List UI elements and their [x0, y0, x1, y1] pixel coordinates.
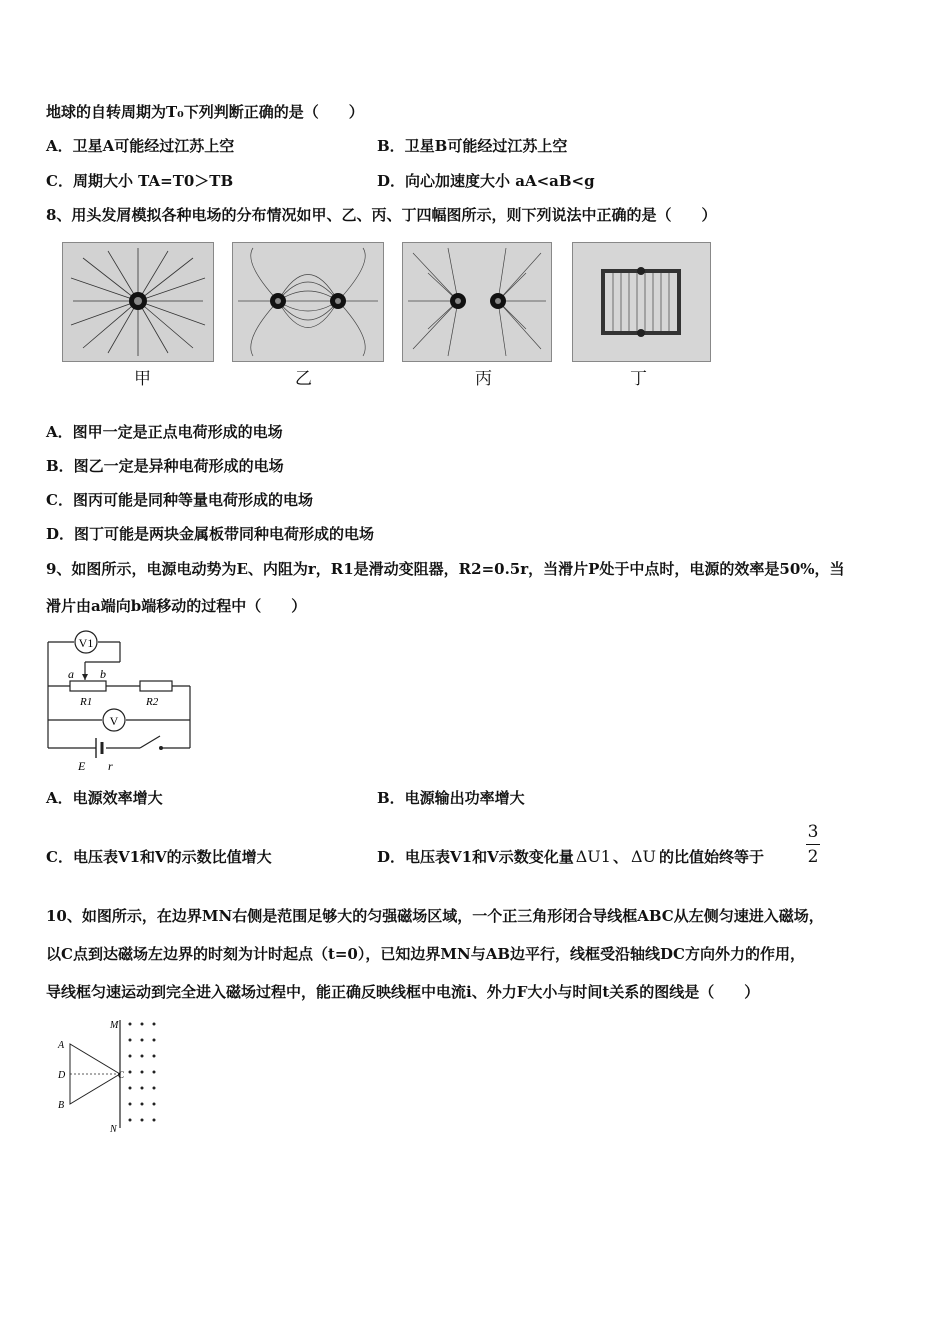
q9-stem-line2: 滑片由a端向b端移动的过程中（ ） [46, 597, 307, 615]
q7-option-d: D．向心加速度大小 aA<aB<g [377, 172, 595, 190]
figure-label-a: A [58, 1040, 65, 1051]
circuit-label-a: a [68, 667, 74, 681]
q10-stem-line2: 以C点到达磁场左边界的时刻为计时起点（t=0），已知边界MN与AB边平行，线框受沿轴线DC方向外力的作用， [46, 945, 805, 963]
q9-stem-line1: 9、如图所示，电源电动势为E、内阻为r，R1是滑动变阻器，R2=0.5r，当滑片P处于中点时，电源的效率是50%，当 [46, 560, 845, 578]
figure-label-b: B [58, 1100, 65, 1111]
fraction-numerator: 3 [807, 822, 819, 842]
circuit-label-v1: V1 [78, 636, 94, 650]
q8-option-b: B．图乙一定是异种电荷形成的电场 [46, 457, 284, 475]
q9-option-d-delta1: ΔU1 [575, 847, 611, 866]
q7-option-b: B．卫星B可能经过江苏上空 [377, 137, 568, 155]
q7-option-c: C．周期大小 TA=T0＞TB [46, 172, 234, 190]
q8-option-d: D．图丁可能是两块金属板带同种电荷形成的电场 [46, 525, 375, 543]
q7-stem: 地球的自转周期为T₀下列判断正确的是（ ） [46, 103, 364, 121]
field-photo-ding [572, 242, 711, 362]
field-photo-yi [232, 242, 384, 362]
circuit-label-r: r [108, 759, 113, 773]
fraction-denominator: 2 [807, 847, 819, 867]
photo-label-jia: 甲 [134, 369, 151, 389]
q10-stem-line1: 10、如图所示，在边界MN右侧是范围足够大的匀强磁场区域，一个正三角形闭合导线框ABC从左侧匀速进入磁场， [46, 907, 824, 925]
magnetic-field-diagram [52, 1016, 167, 1136]
q8-option-a: A．图甲一定是正点电荷形成的电场 [46, 423, 283, 441]
photo-label-ding: 丁 [630, 369, 647, 389]
q9-option-d-suffix: 的比值始终等于 [659, 848, 765, 866]
q9-option-b: B．电源输出功率增大 [377, 789, 525, 807]
circuit-label-v: V [109, 714, 119, 728]
figure-label-d: D [58, 1070, 66, 1081]
q9-option-a: A．电源效率增大 [46, 789, 163, 807]
photo-label-yi: 乙 [295, 369, 312, 389]
fraction-three-halves [806, 822, 820, 867]
circuit-label-r1: R1 [80, 696, 93, 708]
circuit-label-b: b [100, 667, 106, 681]
photo-label-bing: 丙 [475, 369, 492, 389]
figure-label-c: C [118, 1070, 125, 1080]
field-photo-bing [402, 242, 552, 362]
circuit-diagram [40, 628, 200, 776]
q9-option-d-sep: 、 [612, 848, 628, 866]
circuit-label-r2: R2 [146, 696, 159, 708]
figure-label-n: N [110, 1124, 117, 1135]
q8-option-c: C．图丙可能是同种等量电荷形成的电场 [46, 491, 313, 509]
q8-stem: 8、用头发屑模拟各种电场的分布情况如甲、乙、丙、丁四幅图所示，则下列说法中正确的是（ ） [46, 206, 717, 224]
figure-label-m: M [110, 1020, 119, 1031]
q9-option-d-prefix: D．电压表V1和V示数变化量 [377, 848, 574, 866]
q9-option-d-delta2: ΔU [630, 847, 657, 866]
q9-option-d [377, 847, 764, 867]
q9-option-c: C．电压表V1和V的示数比值增大 [46, 848, 272, 866]
q10-stem-line3: 导线框匀速运动到完全进入磁场过程中，能正确反映线框中电流i、外力F大小与时间t关系的图线是（ ） [46, 983, 760, 1001]
q7-option-a: A．卫星A可能经过江苏上空 [46, 137, 235, 155]
circuit-label-e: E [78, 759, 86, 773]
field-photo-jia [62, 242, 214, 362]
